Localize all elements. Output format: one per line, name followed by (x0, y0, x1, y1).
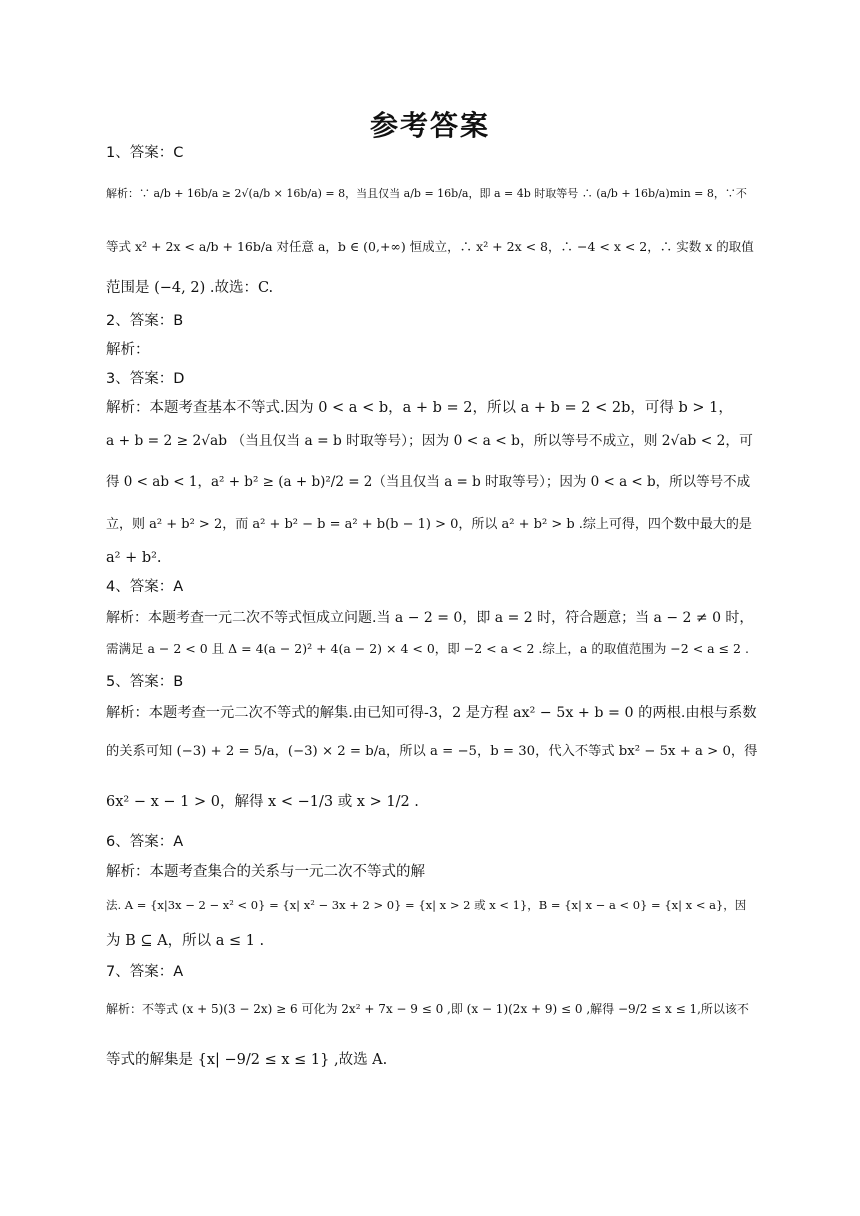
answer-6-heading: 6、答案：A (106, 834, 184, 850)
answer-5-heading: 5、答案：B (106, 674, 184, 690)
answer-4-heading: 4、答案：A (106, 579, 184, 595)
answer-4-explanation-line-1: 解析：本题考查一元二次不等式恒成立问题.当 a − 2 = 0，即 a = 2 时，符合题意；当 a − 2 ≠ 0 时， (106, 610, 754, 626)
answer-1-explanation-line-3: 范围是 (−4, 2) .故选：C. (106, 280, 274, 296)
answer-5-explanation-line-2: 的关系可知 (−3) + 2 = 5/a，(−3) × 2 = b/a，所以 a = −5，b = 30，代入不等式 bx² − 5x + a > 0，得 (106, 744, 758, 759)
answer-2-explanation: 解析： (106, 342, 150, 358)
answer-6-explanation-line-3: 为 B ⊆ A，所以 a ≤ 1 . (106, 933, 265, 949)
answer-7-explanation-line-1: 解析：不等式 (x + 5)(3 − 2x) ≥ 6 可化为 2x² + 7x − 9 ≤ 0 ,即 (x − 1)(2x + 9) ≤ 0 ,解得 −9/2 ≤ x ≤ 1,所以该不 (106, 1002, 749, 1016)
answer-3-explanation-line-4: 立，则 a² + b² > 2，而 a² + b² − b = a² + b(b − 1) > 0，所以 a² + b² > b .综上可得，四个数中最大的是 (106, 517, 752, 532)
answer-3-explanation-line-1: 解析：本题考查基本不等式.因为 0 < a < b，a + b = 2，所以 a + b = 2 < 2b，可得 b > 1， (106, 400, 733, 416)
answer-1-explanation-line-1: 解析：∵ a/b + 16b/a ≥ 2√(a/b × 16b/a) = 8，当且仅当 a/b = 16b/a，即 a = 4b 时取等号 ∴ (a/b + 16b/a)min = 8，∵不 (106, 187, 747, 200)
answer-5-explanation-line-1: 解析：本题考查一元二次不等式的解集.由已知可得-3，2 是方程 ax² − 5x + b = 0 的两根.由根与系数 (106, 705, 757, 721)
answer-3-explanation-line-3: 得 0 < ab < 1，a² + b² ≥ (a + b)²/2 = 2（当且仅当 a = b 时取等号）；因为 0 < a < b，所以等号不成 (106, 474, 751, 490)
answer-3-explanation-line-2: a + b = 2 ≥ 2√ab （当且仅当 a = b 时取等号）；因为 0 < a < b，所以等号不成立，则 2√ab < 2，可 (106, 433, 753, 449)
answer-6-explanation-line-2: 法. A = {x|3x − 2 − x² < 0} = {x| x² − 3x + 2 > 0} = {x| x > 2 或 x < 1}，B = {x| x − a < 0} = {x| x < a}，因 (106, 898, 747, 912)
answer-7-explanation-line-2: 等式的解集是 {x| −9/2 ≤ x ≤ 1} ,故选 A. (106, 1052, 388, 1068)
answer-1-explanation-line-2: 等式 x² + 2x < a/b + 16b/a 对任意 a，b ∈ (0,+∞) 恒成立，∴ x² + 2x < 8，∴ −4 < x < 2，∴ 实数 x 的取值 (106, 239, 754, 254)
answer-6-explanation-line-1: 解析：本题考查集合的关系与一元二次不等式的解 (106, 864, 425, 880)
answer-3-explanation-line-5: a² + b². (106, 550, 162, 566)
answer-7-heading: 7、答案：A (106, 964, 184, 980)
page-title: 参考答案 (369, 109, 490, 142)
answer-4-explanation-line-2: 需满足 a − 2 < 0 且 Δ = 4(a − 2)² + 4(a − 2) × 4 < 0，即 −2 < a < 2 .综上，a 的取值范围为 −2 < a ≤ 2 . (106, 641, 749, 656)
answer-1-heading: 1、答案：C (106, 145, 184, 161)
answer-3-heading: 3、答案：D (106, 371, 185, 387)
answer-2-heading: 2、答案：B (106, 313, 184, 329)
answer-5-explanation-line-3: 6x² − x − 1 > 0，解得 x < −1/3 或 x > 1/2 . (106, 794, 419, 810)
